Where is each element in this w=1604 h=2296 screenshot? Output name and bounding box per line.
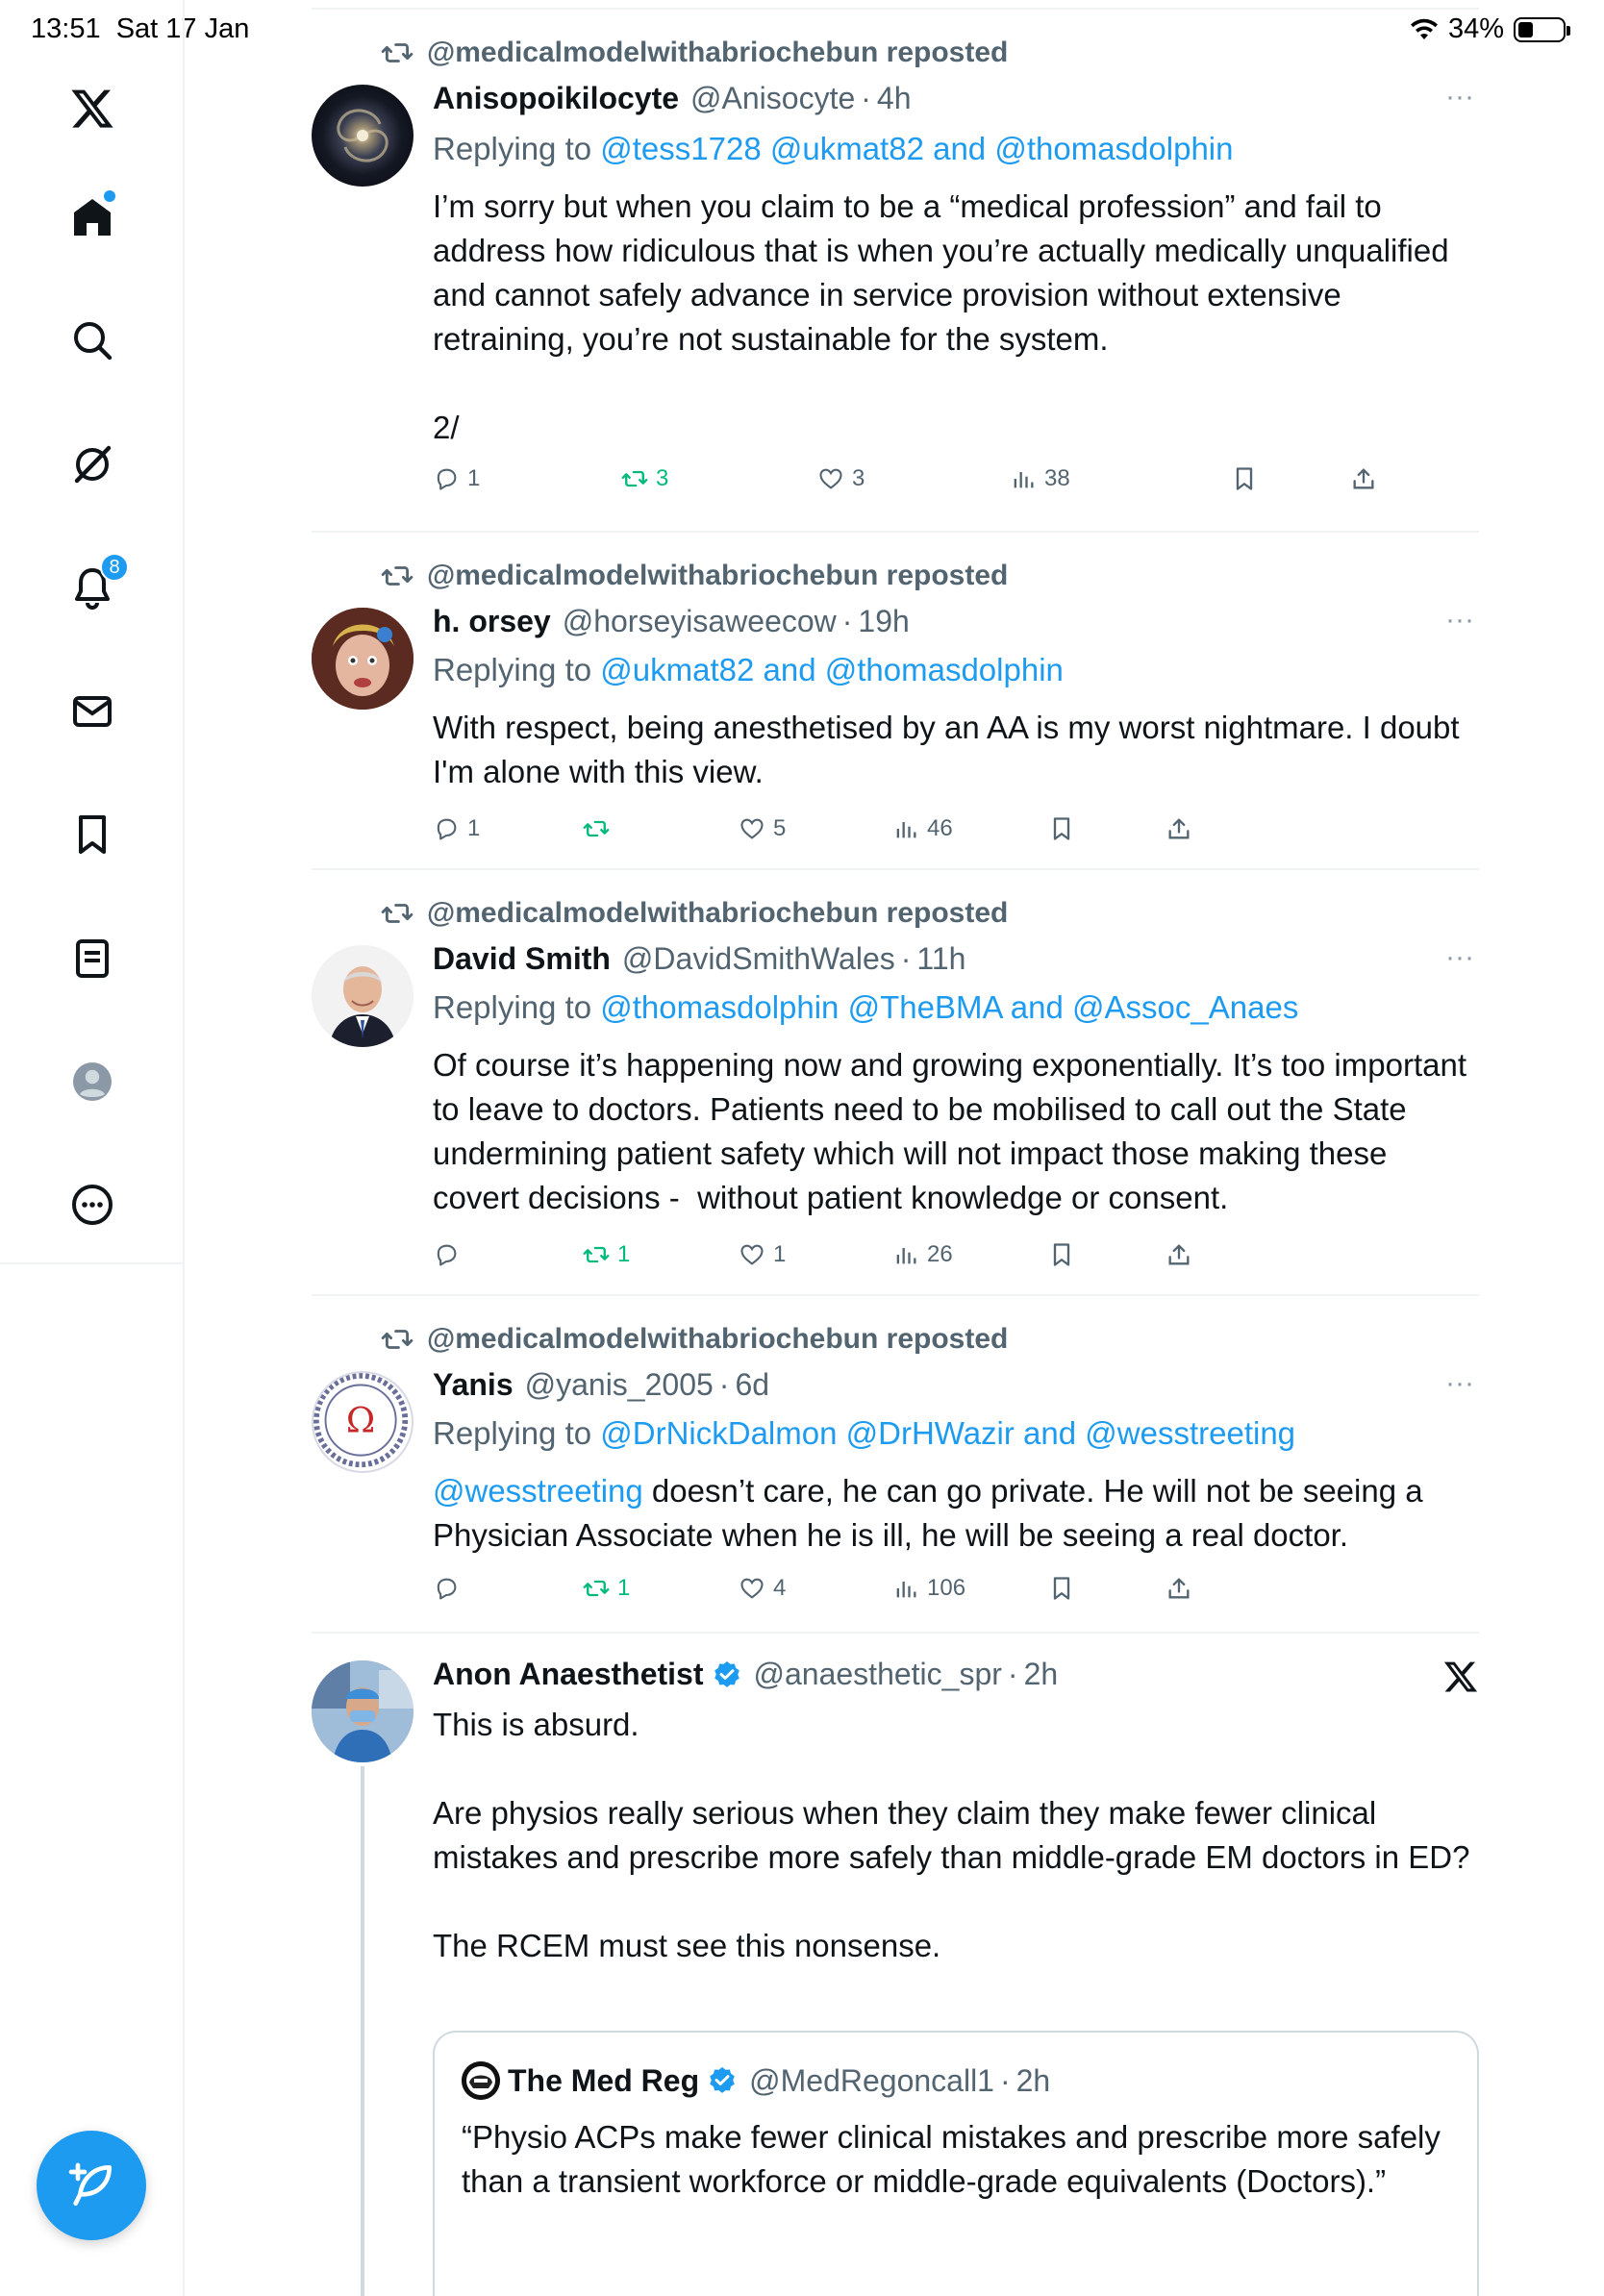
share-button[interactable] bbox=[1350, 465, 1377, 492]
reply-icon bbox=[433, 815, 460, 842]
reply-button[interactable] bbox=[433, 1241, 467, 1268]
repost-icon bbox=[381, 1323, 414, 1356]
like-button[interactable]: 5 bbox=[739, 815, 786, 842]
bookmark-icon bbox=[1231, 465, 1258, 492]
handle[interactable]: @yanis_2005 bbox=[524, 1367, 714, 1402]
action-bar bbox=[433, 1575, 1356, 1613]
reply-button[interactable]: 1 bbox=[433, 815, 480, 842]
repost-button[interactable] bbox=[583, 815, 617, 842]
share-icon bbox=[1350, 465, 1377, 492]
battery-percent: 34% bbox=[1447, 13, 1504, 44]
more-options-icon[interactable]: ··· bbox=[1445, 1367, 1474, 1399]
repost-icon bbox=[583, 1241, 610, 1268]
quote-header: The Med Reg @MedRegoncall1 · 2h bbox=[462, 2061, 1050, 2100]
handle[interactable]: @horseyisaweecow bbox=[562, 604, 837, 638]
replying-mentions[interactable]: @tess1728 @ukmat82 and @thomasdolphin bbox=[600, 131, 1234, 166]
repost-button[interactable]: 3 bbox=[621, 465, 668, 492]
replying-mentions[interactable]: @thomasdolphin @TheBMA and @Assoc_Anaes bbox=[600, 989, 1299, 1025]
mail-icon[interactable] bbox=[58, 677, 127, 746]
avatar[interactable] bbox=[312, 945, 414, 1047]
sidebar bbox=[0, 0, 185, 2296]
replying-to: Replying to @ukmat82 and @thomasdolphin bbox=[433, 652, 1064, 687]
share-icon bbox=[1165, 815, 1192, 842]
repost-indicator: @medicalmodelwithabriochebun reposted bbox=[381, 37, 1008, 69]
more-options-icon[interactable]: ··· bbox=[1445, 941, 1474, 973]
timestamp[interactable]: 6d bbox=[735, 1367, 770, 1402]
share-button[interactable] bbox=[1165, 1241, 1192, 1268]
display-name[interactable]: Yanis bbox=[433, 1367, 514, 1402]
timestamp[interactable]: 4h bbox=[876, 81, 912, 115]
tweet-text: @wesstreeting doesn’t care, he can go private. He will not be seeing a Physician Associate when he is ill, he will be seeing a real doctor. bbox=[433, 1473, 1432, 1553]
bookmark-icon bbox=[1048, 1575, 1075, 1602]
profile-icon[interactable] bbox=[58, 1047, 127, 1116]
home-icon[interactable] bbox=[58, 183, 127, 252]
repost-button[interactable]: 1 bbox=[583, 1241, 630, 1268]
post-header: Yanis @yanis_2005 · 6d bbox=[433, 1367, 770, 1402]
avatar[interactable] bbox=[312, 1371, 414, 1473]
views-icon bbox=[892, 1241, 919, 1268]
repost-indicator: @medicalmodelwithabriochebun reposted bbox=[381, 897, 1008, 930]
replying-to: Replying to @tess1728 @ukmat82 and @thomasdolphin bbox=[433, 131, 1234, 166]
tweet-text: Of course it’s happening now and growing exponentially. It’s too important to leave to doctors. Patients need to be mobilised to call out the State undermining patient safety which will not impact those making these covert decisions - without patient knowledge or consent. bbox=[433, 1047, 1476, 1215]
like-button[interactable]: 1 bbox=[739, 1241, 786, 1268]
notifications-badge: 8 bbox=[100, 553, 129, 582]
grok-icon[interactable] bbox=[58, 430, 127, 499]
repost-icon bbox=[381, 897, 414, 930]
timestamp[interactable]: 19h bbox=[858, 604, 910, 638]
verified-badge-icon bbox=[712, 1660, 742, 1690]
repost-indicator: @medicalmodelwithabriochebun reposted bbox=[381, 1323, 1008, 1356]
reply-button[interactable] bbox=[433, 1575, 467, 1602]
views-icon bbox=[892, 1575, 919, 1602]
tweet-text: With respect, being anesthetised by an AA is my worst nightmare. I doubt I'm alone with this view. bbox=[433, 710, 1468, 789]
display-name[interactable]: h. orsey bbox=[433, 604, 551, 638]
replying-mentions[interactable]: @ukmat82 and @thomasdolphin bbox=[600, 652, 1064, 687]
views-button[interactable]: 26 bbox=[892, 1241, 953, 1268]
timestamp[interactable]: 2h bbox=[1023, 1657, 1059, 1691]
reply-icon bbox=[433, 465, 460, 492]
reply-button[interactable]: 1 bbox=[433, 465, 480, 492]
bell-icon[interactable] bbox=[58, 553, 127, 622]
display-name[interactable]: The Med Reg bbox=[508, 2062, 700, 2098]
post-divider bbox=[312, 1632, 1479, 1634]
avatar bbox=[462, 2061, 500, 2100]
post-header: h. orsey @horseyisaweecow · 19h bbox=[433, 604, 910, 638]
more-options-icon[interactable]: ··· bbox=[1445, 604, 1474, 636]
quoted-tweet[interactable] bbox=[433, 2031, 1479, 2296]
action-bar bbox=[433, 1241, 1356, 1280]
repost-icon bbox=[583, 1575, 610, 1602]
avatar[interactable] bbox=[312, 1660, 414, 1762]
views-icon bbox=[892, 815, 919, 842]
status-right bbox=[1410, 13, 1566, 45]
like-button[interactable]: 3 bbox=[817, 465, 865, 492]
feather-plus-icon bbox=[64, 2159, 118, 2212]
post-header: Anisopoikilocyte @Anisocyte · 4h bbox=[433, 81, 912, 115]
action-bar bbox=[433, 815, 1356, 854]
repost-icon bbox=[583, 815, 610, 842]
svg-text:Ω: Ω bbox=[345, 1399, 376, 1441]
views-button[interactable]: 106 bbox=[892, 1575, 965, 1602]
views-button[interactable]: 46 bbox=[892, 815, 953, 842]
bookmark-icon bbox=[1048, 1241, 1075, 1268]
heart-icon bbox=[739, 815, 765, 842]
repost-icon bbox=[381, 37, 414, 69]
replying-to: Replying to @DrNickDalmon @DrHWazir and @wesstreeting bbox=[433, 1415, 1296, 1451]
like-button[interactable]: 4 bbox=[739, 1575, 786, 1602]
quote-text: “Physio ACPs make fewer clinical mistakes and prescribe more safely than a transient workforce or middle-grade equivalents (Doctors).” bbox=[462, 2119, 1441, 2199]
share-button[interactable] bbox=[1165, 815, 1192, 842]
bookmark-button[interactable] bbox=[1048, 815, 1075, 842]
tweet-text: This is absurd. Are physios really serious when they claim they make fewer clinical mistakes and prescribe more safely than middle-grade EM doctors in ED? The RCEM must see this nonsense. bbox=[433, 1707, 1470, 1963]
action-bar bbox=[433, 465, 1356, 504]
heart-icon bbox=[739, 1575, 765, 1602]
reply-icon bbox=[433, 1575, 460, 1602]
text-mention[interactable]: @wesstreeting bbox=[433, 1473, 643, 1509]
timestamp[interactable]: 11h bbox=[916, 941, 966, 976]
home-new-dot bbox=[104, 190, 115, 202]
bookmark-icon bbox=[1048, 815, 1075, 842]
handle[interactable]: @anaesthetic_spr bbox=[753, 1657, 1002, 1691]
repost-button[interactable]: 1 bbox=[583, 1575, 630, 1602]
battery-icon bbox=[1514, 17, 1566, 42]
status-time: 13:51 Sat 17 Jan bbox=[31, 13, 250, 44]
avatar[interactable] bbox=[312, 85, 414, 187]
views-button[interactable]: 38 bbox=[1010, 465, 1070, 492]
timestamp[interactable]: 2h bbox=[1015, 2062, 1051, 2098]
post-header: David Smith @DavidSmithWales · 11h bbox=[433, 941, 966, 976]
display-name[interactable]: Anon Anaesthetist bbox=[433, 1657, 704, 1691]
bookmark-button[interactable] bbox=[1048, 1241, 1075, 1268]
views-icon bbox=[1010, 465, 1037, 492]
x-logo-icon[interactable] bbox=[58, 74, 127, 143]
post-divider bbox=[312, 1294, 1479, 1296]
share-icon bbox=[1165, 1241, 1192, 1268]
wifi-icon bbox=[1410, 18, 1439, 41]
tweet-text: I’m sorry but when you claim to be a “medical profession” and fail to address how ridiculous that is when you’re actually medically unqualified and cannot safely advance in service provision without extensive retraining, you’re not sustainable for the system. 2/ bbox=[433, 188, 1449, 445]
repost-icon bbox=[381, 560, 414, 592]
search-icon[interactable] bbox=[58, 306, 127, 375]
post-header: Anon Anaesthetist @anaesthetic_spr · 2h bbox=[433, 1657, 1059, 1691]
display-name[interactable]: David Smith bbox=[433, 941, 611, 976]
post-divider bbox=[312, 531, 1479, 533]
compose-button[interactable] bbox=[37, 2131, 146, 2240]
verified-badge-icon bbox=[707, 2065, 738, 2096]
handle[interactable]: @DavidSmithWales bbox=[621, 941, 895, 976]
repost-indicator: @medicalmodelwithabriochebun reposted bbox=[381, 560, 1008, 592]
bookmark-button[interactable] bbox=[1231, 465, 1258, 492]
repost-icon bbox=[621, 465, 648, 492]
share-icon bbox=[1165, 1575, 1192, 1602]
thread-connector bbox=[361, 1766, 364, 2296]
share-button[interactable] bbox=[1165, 1575, 1192, 1602]
bookmark-icon[interactable] bbox=[58, 800, 127, 869]
more-icon[interactable] bbox=[58, 1170, 127, 1239]
sidebar-divider bbox=[0, 1262, 185, 1264]
avatar[interactable] bbox=[312, 608, 414, 710]
bookmark-button[interactable] bbox=[1048, 1575, 1075, 1602]
handle[interactable]: @MedRegoncall1 bbox=[749, 2062, 994, 2098]
display-name[interactable]: Anisopoikilocyte bbox=[433, 81, 680, 115]
more-options-icon[interactable]: ··· bbox=[1445, 81, 1474, 112]
feed-top-divider bbox=[312, 8, 1479, 10]
handle[interactable]: @Anisocyte bbox=[690, 81, 856, 115]
x-logo-icon[interactable] bbox=[1442, 1659, 1479, 1695]
lists-icon[interactable] bbox=[58, 924, 127, 993]
replying-mentions[interactable]: @DrNickDalmon @DrHWazir and @wesstreeting bbox=[600, 1415, 1296, 1451]
heart-icon bbox=[739, 1241, 765, 1268]
post-divider bbox=[312, 868, 1479, 870]
reply-icon bbox=[433, 1241, 460, 1268]
replying-to: Replying to @thomasdolphin @TheBMA and @Assoc_Anaes bbox=[433, 989, 1299, 1025]
heart-icon bbox=[817, 465, 844, 492]
